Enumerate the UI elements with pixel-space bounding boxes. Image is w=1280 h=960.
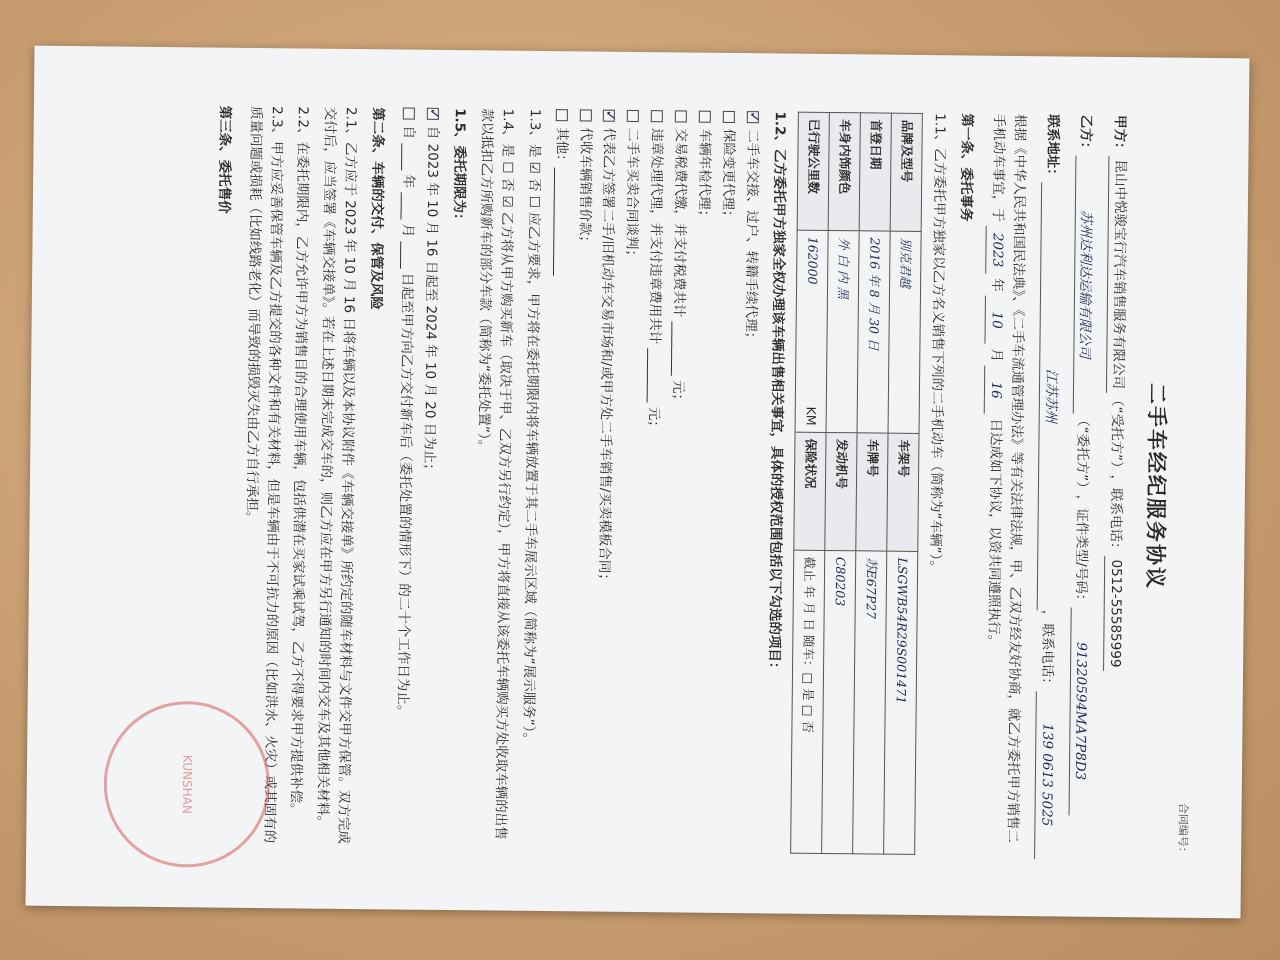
engine-label: 发动机号 <box>825 432 857 550</box>
mileage-unit: KM <box>803 406 819 426</box>
clause-1-4: 1.4、是 ☐ 否 ☑ 乙方将从甲方购买新车（取决于甲、乙双方另行约定），甲方将直接从该委托车辆购买方处收取车辆的出售款以抵扣乙方所购新车的部分车款（简称为“委托处置”）。 <box>475 108 516 840</box>
clause-2-1: 2.1、乙方应于 2023 年 10 月 16 日将车辆以及本协议附件《车辆交接单》所约定的随车材料与文件交甲方保管。双方完成交付后，应当签署《车辆交接单》。若在上述日期未完成交车的，则乙方应在甲方另行通知的时间内交车及其他相关材料。 <box>314 106 360 844</box>
plate-value: 苏E67P27 <box>853 551 887 855</box>
clause-1-3: 1.3、是 ☑ 否 ☐ 应乙方要求，甲方将在委托期限内将车辆放置于其二手车展示区域（简称为“展示服务”）。 <box>519 108 543 747</box>
party-a-role: （“受托方”） <box>1108 392 1126 475</box>
brand-value: 别克君越 <box>888 231 921 433</box>
option-text: 代表乙方签署二手/旧机动车交易市场和/或甲方处二手车销售/买卖模板合同； <box>596 127 618 587</box>
option-text: 交易税费代缴，并支付税费共计 ________ 元； <box>670 128 689 408</box>
company-seal <box>103 700 271 868</box>
option-text: 二手车买卖合同谈判； <box>623 127 642 264</box>
checkbox-icon[interactable] <box>555 109 567 121</box>
contact-row <box>1034 114 1064 856</box>
party-b-id-number: 91320594MA7P8D3 <box>1068 607 1092 815</box>
contact-phone: 139 0613 5025 <box>1034 691 1058 859</box>
intro-paragraph <box>979 114 1030 856</box>
checkbox-checked-icon[interactable] <box>427 108 439 120</box>
mileage-cell <box>795 230 828 432</box>
intro-text-1: 根据《中华人民共和国民法典》、《二手车流通管理办法》等有关法律法规，甲、乙双方经友好协商，就乙方委托甲方销售二手机动车事宜，于 <box>989 113 1028 844</box>
option-text: 二手车交接、过户、转籍手续代理； <box>742 129 761 346</box>
option-text: 保险变更代理； <box>719 128 737 224</box>
contract-document <box>43 46 1232 918</box>
party-a-phone: 0512-55585999 <box>1104 555 1127 671</box>
intro-text-2: 日达成如下协议，以资共同遵照执行。 <box>985 418 1004 649</box>
term-option-b: 自 ____ 年 ____ 月 ____ 日起至甲方向乙方交付新车后（委托处置的情形下）的二十个工作日为止。 <box>394 125 417 719</box>
party-b-row <box>1068 115 1098 857</box>
clause-1-5-heading: 1.5、委托期限为： <box>450 108 468 227</box>
intro-day: 16 <box>984 366 1006 414</box>
party-a-name: 昆山中悦骏宝行汽车销售服务有限公司 <box>1106 155 1130 393</box>
insurance-label: 保险状况 <box>794 432 826 550</box>
reg-date-label: 首登日期 <box>859 113 891 231</box>
contact-address: 江苏苏州 <box>1036 182 1062 610</box>
seal-text: KUNSHAN <box>179 754 195 814</box>
party-a-label: 甲方： <box>1111 114 1129 156</box>
vin-label: 车架号 <box>887 433 919 551</box>
engine-value: C80203 <box>822 550 856 854</box>
checkbox-checked-icon[interactable] <box>603 110 615 122</box>
color-value: 外 白 内 黑 <box>826 230 859 432</box>
insurance-value: 截止 年 月 日 随车：□ 是 □ 否 <box>791 550 825 854</box>
party-a-phone-label: ，联系电话： <box>1107 474 1125 556</box>
clause-2-2: 2.2、在委托期限内，乙方允许甲方为销售目的合理使用车辆，包括供潜在买家试乘试驾，乙方不得要求甲方提供补偿。 <box>287 106 312 817</box>
clause-1-1: 1.1、乙方委托甲方独家以乙方名义销售下列的二手机动车（简称为“车辆”）。 <box>926 113 948 574</box>
list-item <box>414 108 443 850</box>
checkbox-icon[interactable] <box>403 108 415 120</box>
term-option-a: 自 2023 年 10 月 16 日起至 2024 年 10 月 20 日为止； <box>421 125 441 477</box>
checkbox-icon[interactable] <box>627 110 639 122</box>
party-a-row <box>1102 115 1132 857</box>
contract-number-label: 合同编号： <box>1176 802 1190 858</box>
plate-label: 车牌号 <box>856 433 888 551</box>
article2-heading: 第二条、车辆的交付、保管及风险 <box>367 107 387 310</box>
clause-2-3: 2.3、甲方应妥善保管车辆及乙方提交的各种文件和有关材料，但是车辆由于不可抗力的原因（比如洪水、火灾）或其固有的质量问题或损耗（比如线路老化）而导致的损毁灭失由乙方自行承担。 <box>243 105 285 844</box>
intro-year: 2023 <box>985 226 1007 274</box>
contact-address-label: 联系地址： <box>1043 114 1061 182</box>
color-label: 车身内饰颜色 <box>828 112 860 230</box>
reg-date-value: 2016 年 8 月 30 日 <box>857 231 890 433</box>
option-text: 代收车辆销售价款； <box>576 127 594 250</box>
intro-month-unit: 月 <box>987 348 1005 363</box>
mileage-label: 已行驶公里数 <box>797 112 829 230</box>
checkbox-checked-icon[interactable] <box>747 111 759 123</box>
option-text: 其他：________________ <box>551 127 570 276</box>
checkbox-icon[interactable] <box>699 111 711 123</box>
checkbox-icon[interactable] <box>675 110 687 122</box>
contact-phone-label: ，联系电话： <box>1038 609 1056 691</box>
checkbox-icon[interactable] <box>579 109 591 121</box>
list-item <box>734 111 763 853</box>
article1-heading: 第一条、委托事务 <box>957 113 975 222</box>
party-b-id-label: ，证件类型/号码： <box>1073 494 1091 608</box>
checkbox-icon[interactable] <box>723 111 735 123</box>
mileage-value: 162000 <box>804 236 821 285</box>
option-text: 违章处理代理，并支付违章费用共计 ________ 元； <box>645 128 666 434</box>
article3-heading: 第三条、委托售价 <box>215 105 233 214</box>
party-b-name: 苏州达利达运输有限公司 <box>1072 155 1097 413</box>
vin-value: LSGWB54R29S001471 <box>884 551 918 855</box>
brand-label: 品牌及型号 <box>890 113 922 231</box>
vehicle-table <box>790 112 923 855</box>
page-title: 二手车经纪服务协议 <box>1142 382 1170 591</box>
party-b-role: （“委托方”） <box>1074 413 1092 495</box>
option-text: 车辆年检代理； <box>695 128 713 224</box>
intro-year-unit: 年 <box>988 278 1005 292</box>
intro-month: 10 <box>984 296 1006 344</box>
clause-1-2: 1.2、乙方委托甲方独家全权办理该车辆出售相关事宜，具体的授权范围包括以下勾选的项目： <box>765 111 788 676</box>
authorization-options <box>543 109 763 853</box>
checkbox-icon[interactable] <box>651 110 663 122</box>
contract-paper <box>26 46 1250 919</box>
party-b-label: 乙方： <box>1077 114 1095 156</box>
